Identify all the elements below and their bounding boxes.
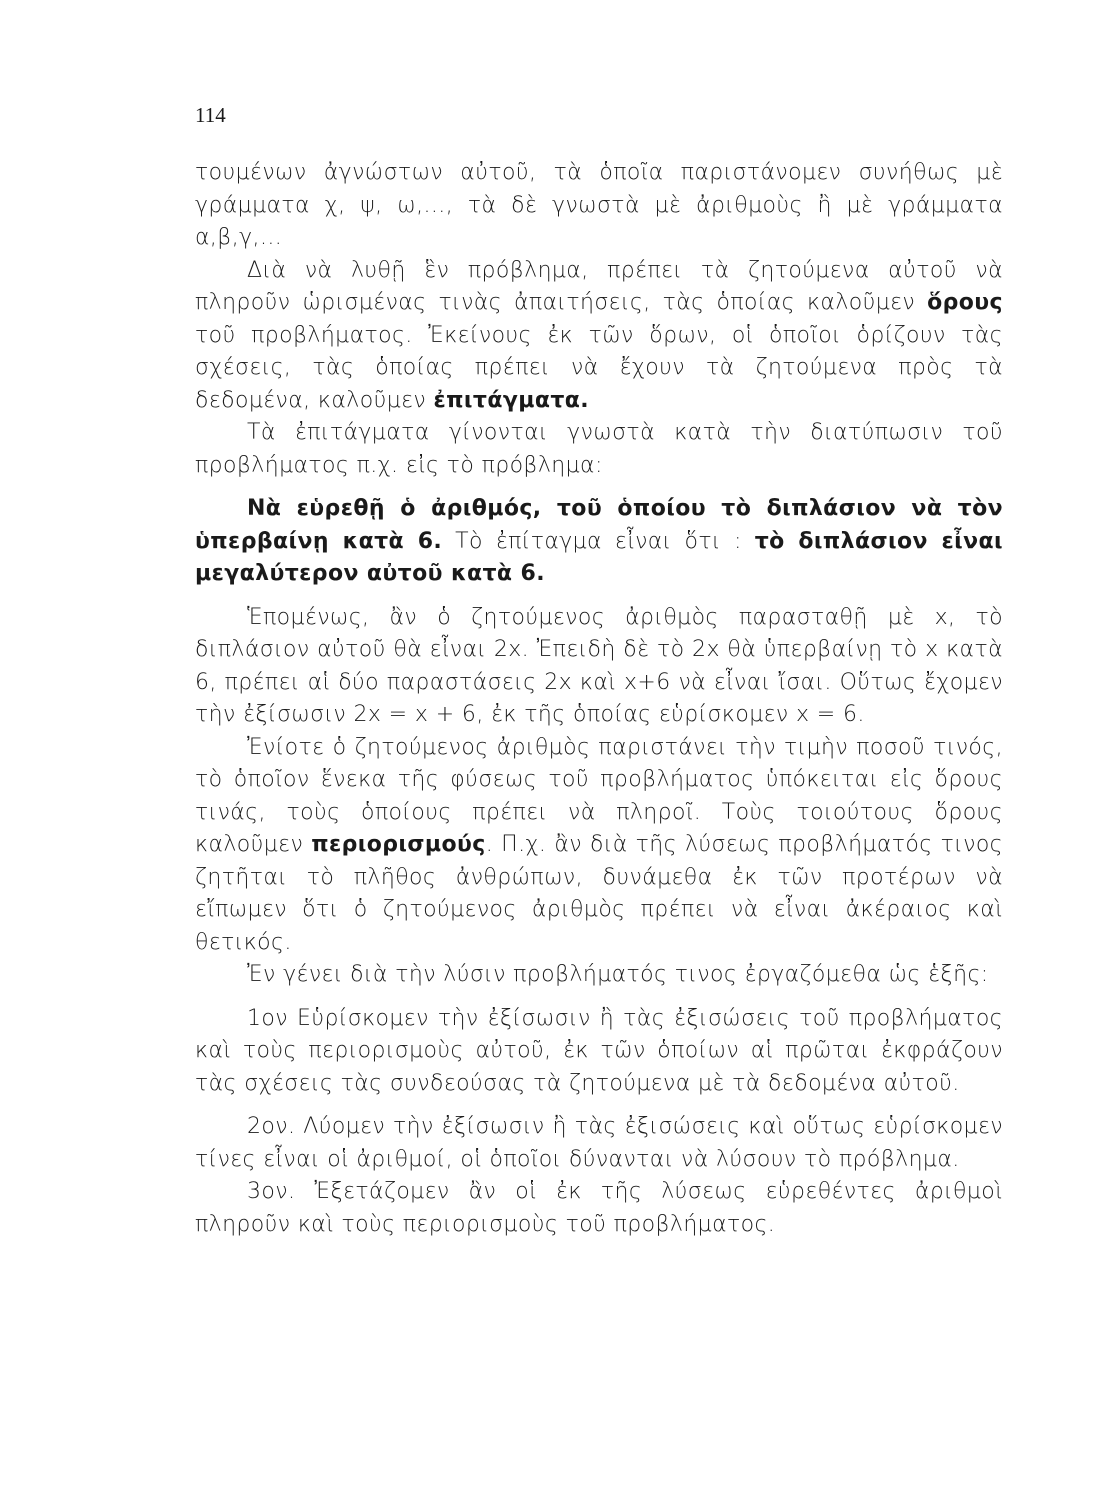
term-epitagmata: ἐπιτάγματα. (433, 387, 590, 413)
step-1: 1ον Εὑρίσκομεν τὴν ἐξίσωσιν ἢ τὰς ἐξισώσεις τοῦ προβλήματος καὶ τοὺς περιορισμοὺς αὐτοῦ, ἐκ τῶν ὁποίων αἱ πρῶται ἐκφράζουν τὰς σχέσεις τὰς συνδεούσας τὰ ζητούμενα μὲ τὰ δεδομένα αὐτοῦ. (195, 1005, 1003, 1096)
problem-statement (195, 493, 1003, 591)
paragraph (195, 732, 1003, 960)
paragraph: Τὰ ἐπιτάγματα γίνονται γνωστὰ κατὰ τὴν διατύπωσιν τοῦ προβλήματος π.χ. εἰς τὸ πρόβλημα: (195, 420, 1003, 478)
text-span: . Π.χ. ἂν διὰ τῆς λύσεως προβλήματός τινος ζητῆται τὸ πλῆθος ἀνθρώπων, δυνάμεθα ἐκ τῶν προτέρων νὰ εἴπωμεν ὅτι ὁ ζητούμενος ἀριθμὸς πρέπει νὰ εἶναι ἀκέραιος καὶ θετικός. (195, 832, 1003, 955)
paragraph: Ἑπομένως, ἂν ὁ ζητούμενος ἀριθμὸς παρασταθῇ μὲ x, τὸ διπλάσιον αὐτοῦ θὰ εἶναι 2x. Ἐπειδὴ δὲ τὸ 2x θὰ ὑπερβαίνῃ τὸ x κατὰ 6, πρέπει αἱ δύο παραστάσεις 2x καὶ x+6 νὰ εἶναι ἴσαι. Οὕτως ἔχομεν τὴν ἐξίσωσιν 2x = x + 6, ἐκ τῆς ὁποίας εὑρίσκομεν x = 6. (195, 604, 1003, 727)
text-span: Ἐνίοτε ὁ ζητούμενος ἀριθμὸς παριστάνει τὴν τιμὴν ποσοῦ τινός, τὸ ὁποῖον ἕνεκα τῆς φύσεως τοῦ προβλήματος ὑπόκειται εἰς ὅρους τινάς, τοὺς ὁποίους πρέπει νὰ πληροῖ. Τοὺς τοιούτους ὅρους καλοῦμεν (195, 734, 1003, 857)
term-periorismoi: περιορισμούς (311, 832, 486, 857)
paragraph: Ἐν γένει διὰ τὴν λύσιν προβλήματός τινος ἐργαζόμεθα ὡς ἑξῆς: (247, 962, 989, 987)
body-text (195, 157, 1003, 1241)
step-2: 2ον. Λύομεν τὴν ἐξίσωσιν ἢ τὰς ἐξισώσεις καὶ οὕτως εὑρίσκομεν τίνες εἶναι οἱ ἀριθμοί, οἱ ὁποῖοι δύνανται νὰ λύσουν τὸ πρόβλημα. (195, 1114, 1003, 1172)
paragraph: τουμένων ἀγνώστων αὐτοῦ, τὰ ὁποῖα παριστάνομεν συνήθως μὲ γράμματα χ, ψ, ω,..., τὰ δὲ γνωστὰ μὲ ἀριθμοὺς ἢ μὲ γράμματα α,β,γ,... (195, 160, 1003, 250)
problem-text: Νὰ εὑρεθῇ ὁ ἀριθμός, τοῦ ὁποίου τὸ διπλάσιον νὰ τὸν ὑπερβαίνῃ κατὰ 6. (195, 496, 1003, 554)
page-number: 114 (195, 103, 226, 127)
term-oroi: ὅρους (927, 290, 1003, 315)
text-span: Διὰ νὰ λυθῇ ἓν πρόβλημα, πρέπει τὰ ζητούμενα αὐτοῦ νὰ πληροῦν ὡρισμένας τινὰς ἀπαιτήσεις, τὰς ὁποίας καλοῦμεν (195, 257, 1003, 315)
text-span: Τὸ ἐπίταγμα εἶναι ὅτι : (442, 528, 755, 554)
epitagma-text: τὸ διπλάσιον εἶναι μεγαλύτερον αὐτοῦ κατὰ 6. (195, 528, 1003, 586)
paragraph (195, 255, 1003, 418)
step-3: 3ον. Ἐξετάζομεν ἂν οἱ ἐκ τῆς λύσεως εὑρεθέντες ἀριθμοὶ πληροῦν καὶ τοὺς περιορισμοὺς τοῦ προβλήματος. (195, 1179, 1003, 1237)
text-span: τοῦ προβλήματος. Ἐκείνους ἐκ τῶν ὅρων, οἱ ὁποῖοι ὁρίζουν τὰς σχέσεις, τὰς ὁποίας πρέπει νὰ ἔχουν τὰ ζητούμενα πρὸς τὰ δεδομένα, καλοῦμεν (195, 322, 1003, 413)
